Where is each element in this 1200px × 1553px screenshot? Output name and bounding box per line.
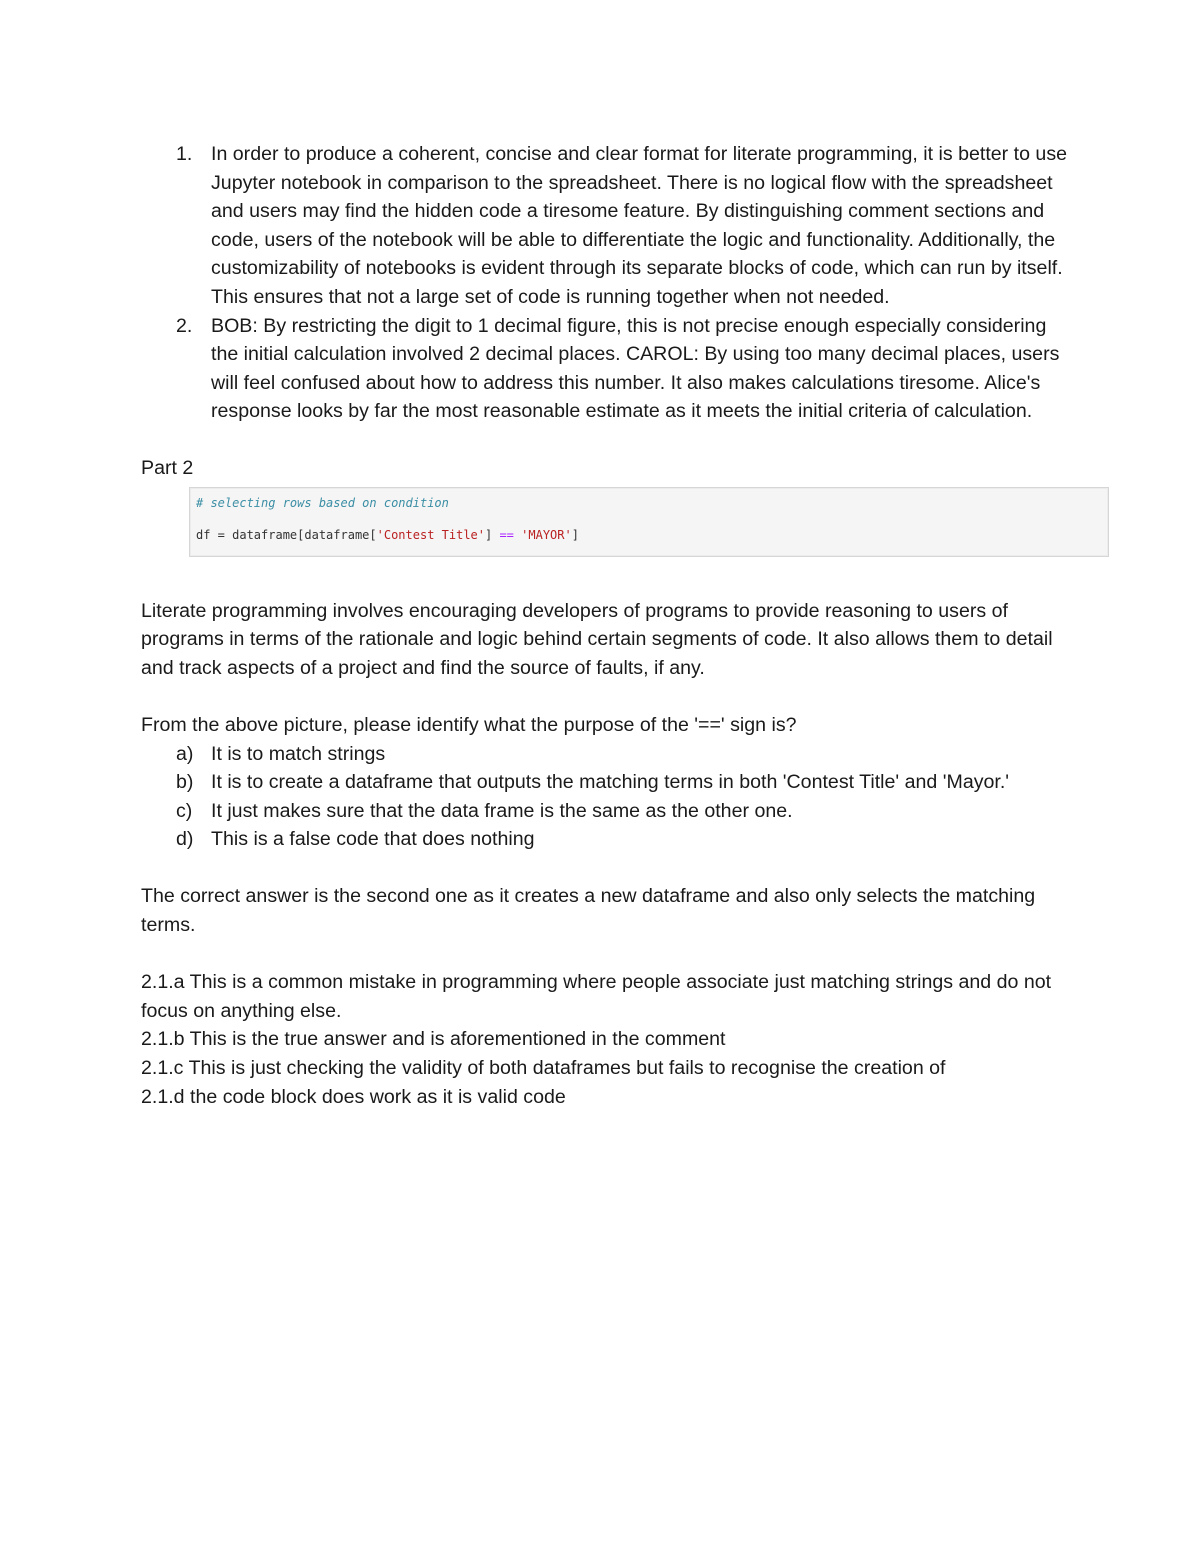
code-suffix: ]	[571, 527, 579, 542]
option-marker: b)	[176, 771, 194, 794]
option-item	[141, 768, 1071, 797]
option-marker: a)	[176, 742, 194, 765]
code-statement	[196, 528, 579, 542]
option-marker: c)	[176, 799, 193, 822]
section-title: Part 2	[141, 456, 194, 479]
document-page	[141, 140, 1071, 1111]
option-item	[141, 825, 1071, 854]
explanation-line: 2.1.c This is just checking the validity of both dataframes but fails to recognise the creation of	[141, 1057, 946, 1080]
intro-paragraph: Literate programming involves encouraging developers of programs to provide reasoning to users of programs in terms of the rationale and logic behind certain segments of code. It also allows them to detail and track aspects of a project and find the source of faults, if any.	[141, 599, 1053, 679]
explanation-line: 2.1.d the code block does work as it is valid code	[141, 1085, 566, 1108]
explanations	[141, 968, 1071, 1111]
code-key-string: 'Contest Title'	[376, 527, 485, 542]
option-item	[141, 740, 1071, 769]
answer-paragraph: The correct answer is the second one as it creates a new dataframe and also only selects the matching terms.	[141, 885, 1036, 937]
list-marker: 1.	[176, 143, 193, 165]
option-marker: d)	[176, 828, 194, 851]
code-value-string: 'MAYOR'	[521, 527, 572, 542]
list-item-text: BOB: By restricting the digit to 1 decimal figure, this is not precise enough especially considering the initial calculation involved 2 decimal places. CAROL: By using too many decimal places, users will feel confused about how to address this number. It also makes calculations tiresome. Alice's response looks by far the most reasonable estimate as it meets the initial criteria of calculation.	[211, 314, 1060, 423]
option-item	[141, 797, 1071, 826]
option-text: This is a false code that does nothing	[211, 828, 535, 851]
list-item	[141, 312, 1071, 426]
code-comment: # selecting rows based on condition	[196, 495, 449, 510]
list-item	[141, 140, 1071, 312]
code-middle: ]	[485, 527, 500, 542]
option-text: It just makes sure that the data frame is the same as the other one.	[211, 799, 793, 822]
code-prefix: df = dataframe[dataframe[	[196, 527, 377, 542]
options-list	[141, 740, 1071, 854]
option-text: It is to create a dataframe that outputs the matching terms in both 'Contest Title' and 'Mayor.'	[211, 771, 1010, 794]
list-marker: 2.	[176, 314, 193, 337]
numbered-list	[141, 140, 1071, 426]
option-text: It is to match strings	[211, 742, 386, 765]
question-text: From the above picture, please identify what the purpose of the '==' sign is?	[141, 713, 797, 736]
explanation-line: 2.1.a This is a common mistake in programming where people associate just matching strings and do not focus on anything else.	[141, 971, 1052, 1022]
explanation-line: 2.1.b This is the true answer and is aforementioned in the comment	[141, 1028, 726, 1051]
code-cell-screenshot	[189, 487, 1109, 557]
list-item-text: In order to produce a coherent, concise and clear format for literate programming, it is better to use Jupyter notebook in comparison to the spreadsheet. There is no logical flow with the spreadsheet and users may find the hidden code a tiresome feature. By distinguishing comment sections and code, users of the notebook will be able to differentiate the logic and functionality. Additionally, the customizability of notebooks is evident through its separate blocks of code, which can run by itself. This ensures that not a large set of code is running together when not needed.	[211, 143, 1068, 308]
code-operator: ==	[499, 527, 514, 542]
